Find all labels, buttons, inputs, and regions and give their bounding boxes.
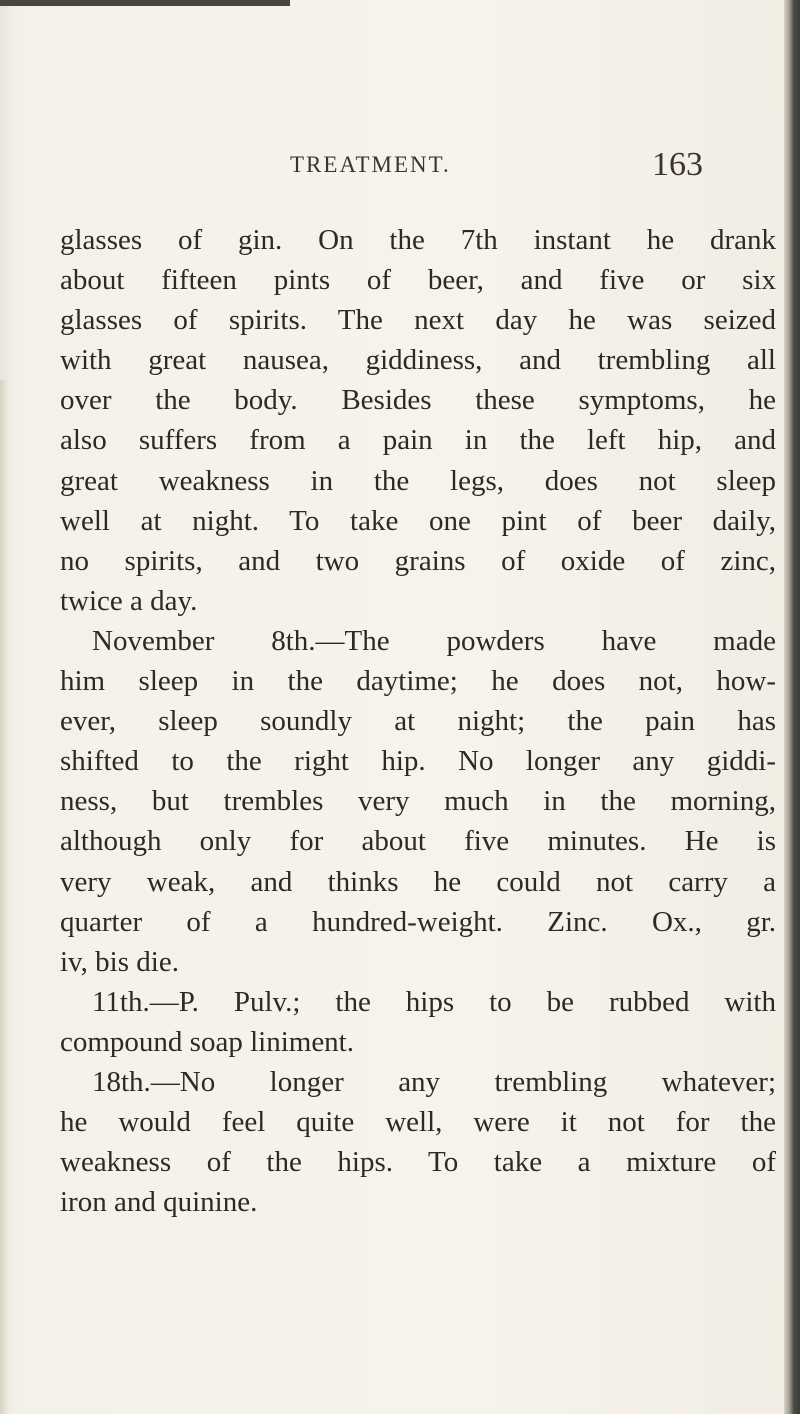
text-line: very weak, and thinks he could not carry a — [60, 865, 776, 898]
text-line: quarter of a hundred-weight. Zinc. Ox., gr. — [60, 905, 776, 938]
book-spine-edge — [784, 0, 800, 1414]
page-number: 163 — [652, 146, 703, 183]
text-line: November 8th.—The powders have made — [92, 624, 776, 657]
text-line: although only for about five minutes. He is — [60, 825, 776, 858]
text-line: him sleep in the daytime; he does not, how- — [60, 665, 776, 698]
text-line: compound soap liniment. — [60, 1025, 354, 1058]
text-line: shifted to the right hip. No longer any giddi- — [60, 745, 776, 778]
text-line: great weakness in the legs, does not sleep — [60, 464, 776, 497]
text-line: well at night. To take one pint of beer daily, — [60, 504, 776, 537]
text-line: weakness of the hips. To take a mixture of — [60, 1146, 776, 1179]
body-text — [60, 220, 776, 1222]
page-left-edge-shadow — [0, 380, 8, 1414]
text-line: glasses of gin. On the 7th instant he drank — [60, 224, 776, 256]
text-line: glasses of spirits. The next day he was seized — [60, 304, 776, 337]
text-line: twice a day. — [60, 584, 198, 617]
text-line: he would feel quite well, were it not for the — [60, 1106, 776, 1139]
text-line: also suffers from a pain in the left hip, and — [60, 424, 776, 457]
running-title: TREATMENT. — [290, 152, 451, 177]
page-header — [0, 148, 800, 188]
text-line: over the body. Besides these symptoms, he — [60, 384, 776, 417]
text-line: 18th.—No longer any trembling whatever; — [92, 1065, 776, 1098]
text-line: iv, bis die. — [60, 945, 179, 978]
text-line: iron and quinine. — [60, 1186, 258, 1219]
text-line: ever, sleep soundly at night; the pain has — [60, 705, 776, 738]
text-line: about fifteen pints of beer, and five or six — [60, 264, 776, 297]
text-line: no spirits, and two grains of oxide of zinc, — [60, 544, 776, 577]
page-top-rule — [0, 0, 290, 6]
text-line: with great nausea, giddiness, and trembling all — [60, 344, 776, 377]
text-line: 11th.—P. Pulv.; the hips to be rubbed with — [92, 985, 776, 1018]
text-line: ness, but trembles very much in the morning, — [60, 785, 776, 818]
